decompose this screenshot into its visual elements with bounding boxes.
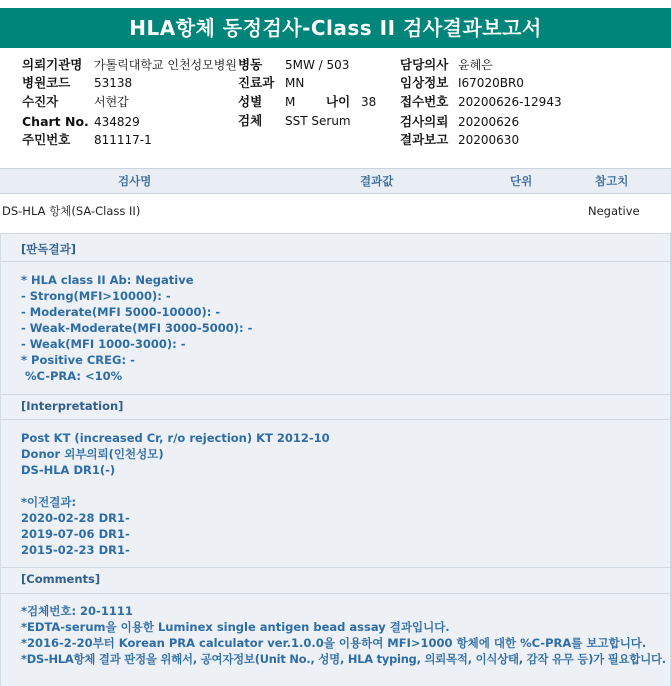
patient-value: 서현갑: [94, 95, 129, 109]
doctor-label: 담당의사: [400, 57, 449, 72]
judgement-header: [판독결과]: [21, 242, 76, 256]
interpretation-line: *이전결과:: [21, 495, 77, 509]
specimen-label: 검체: [238, 113, 263, 128]
dept-label: 진료과: [238, 75, 275, 90]
results-table-header: [0, 168, 671, 194]
interpretation-line: 2020-02-28 DR1-: [21, 511, 130, 525]
test-name-cell: DS-HLA 항체(SA-Class II): [2, 204, 141, 218]
report-date-value: 20200630: [458, 133, 520, 147]
receipt-no-label: 접수번호: [400, 94, 449, 109]
interpretation-header: [Interpretation]: [21, 399, 124, 413]
patient-info-block: [0, 56, 671, 152]
comment-line: *검체번호: 20-1111: [21, 604, 133, 618]
interpretation-line: 2015-02-23 DR1-: [21, 543, 130, 557]
institution-label: 의뢰기관명: [22, 57, 83, 72]
judgement-line: - Strong(MFI>10000): -: [21, 289, 171, 303]
divider: [1, 567, 670, 568]
col-header-reference: 참고치: [595, 174, 629, 188]
table-row[interactable]: [0, 195, 671, 233]
report-title: HLA항체 동정검사-Class II 검사결과보고서: [0, 8, 671, 48]
interpretation-line: DS-HLA DR1(-): [21, 463, 116, 477]
judgement-line: * HLA class II Ab: Negative: [21, 273, 194, 287]
age-value: 38: [361, 95, 377, 109]
judgement-line: - Weak-Moderate(MFI 3000-5000): -: [21, 321, 253, 335]
col-header-unit: 단위: [510, 174, 533, 188]
col-header-result: 결과값: [360, 174, 394, 188]
ward-label: 병동: [238, 57, 263, 72]
report-date-label: 결과보고: [400, 132, 449, 147]
rrn-value: 811117-1: [94, 133, 152, 147]
col-header-test-name: 검사명: [118, 174, 152, 188]
sex-label: 성별: [238, 94, 263, 109]
judgement-line: - Weak(MFI 1000-3000): -: [21, 337, 186, 351]
institution-value: 가톨릭대학교 인천성모병원: [94, 58, 237, 72]
divider: [1, 394, 670, 395]
report-detail-panel: [0, 233, 671, 686]
comment-line: *2016-2-20부터 Korean PRA calculator ver.1.0.0을 이용하여 MFI>1000 항체에 대한 %C-PRA를 보고합니다.: [21, 636, 647, 650]
divider: [1, 261, 670, 262]
comment-line: *DS-HLA항체 결과 판정을 위해서, 공여자정보(Unit No., 성명, HLA typing, 의뢰목적, 이식상태, 감작 유무 등)가 필요합니다.: [21, 652, 666, 666]
clinical-info-value: I67020BR0: [458, 76, 524, 90]
divider: [1, 593, 670, 594]
interpretation-line: Post KT (increased Cr, r/o rejection) KT 2012-10: [21, 431, 330, 445]
interpretation-line: 2019-07-06 DR1-: [21, 527, 130, 541]
clinical-info-label: 임상정보: [400, 75, 449, 90]
age-label: 나이: [326, 94, 351, 109]
judgement-line: * Positive CREG: -: [21, 353, 135, 367]
reference-cell: Negative: [588, 204, 640, 218]
rrn-label: 주민번호: [22, 132, 71, 147]
divider: [1, 233, 670, 234]
ward-value: 5MW / 503: [285, 58, 350, 72]
hospital-code-label: 병원코드: [22, 75, 71, 90]
request-date-label: 검사의뢰: [400, 114, 449, 129]
chart-no-value: 434829: [94, 115, 140, 129]
dept-value: MN: [285, 76, 305, 90]
hospital-code-value: 53138: [94, 76, 133, 90]
interpretation-line: Donor 외부의뢰(인천성모): [21, 447, 164, 461]
divider: [1, 419, 670, 420]
chart-no-label: Chart No.: [22, 114, 89, 129]
doctor-value: 윤혜은: [458, 58, 493, 72]
sex-value: M: [285, 95, 296, 109]
request-date-value: 20200626: [458, 115, 520, 129]
judgement-line: - Moderate(MFI 5000-10000): -: [21, 305, 221, 319]
receipt-no-value: 20200626-12943: [458, 95, 562, 109]
judgement-line: %C-PRA: <10%: [21, 369, 123, 383]
comments-header: [Comments]: [21, 572, 101, 586]
patient-label: 수진자: [22, 94, 59, 109]
comment-line: *EDTA-serum을 이용한 Luminex single antigen bead assay 결과입니다.: [21, 620, 450, 634]
specimen-value: SST Serum: [285, 114, 351, 128]
